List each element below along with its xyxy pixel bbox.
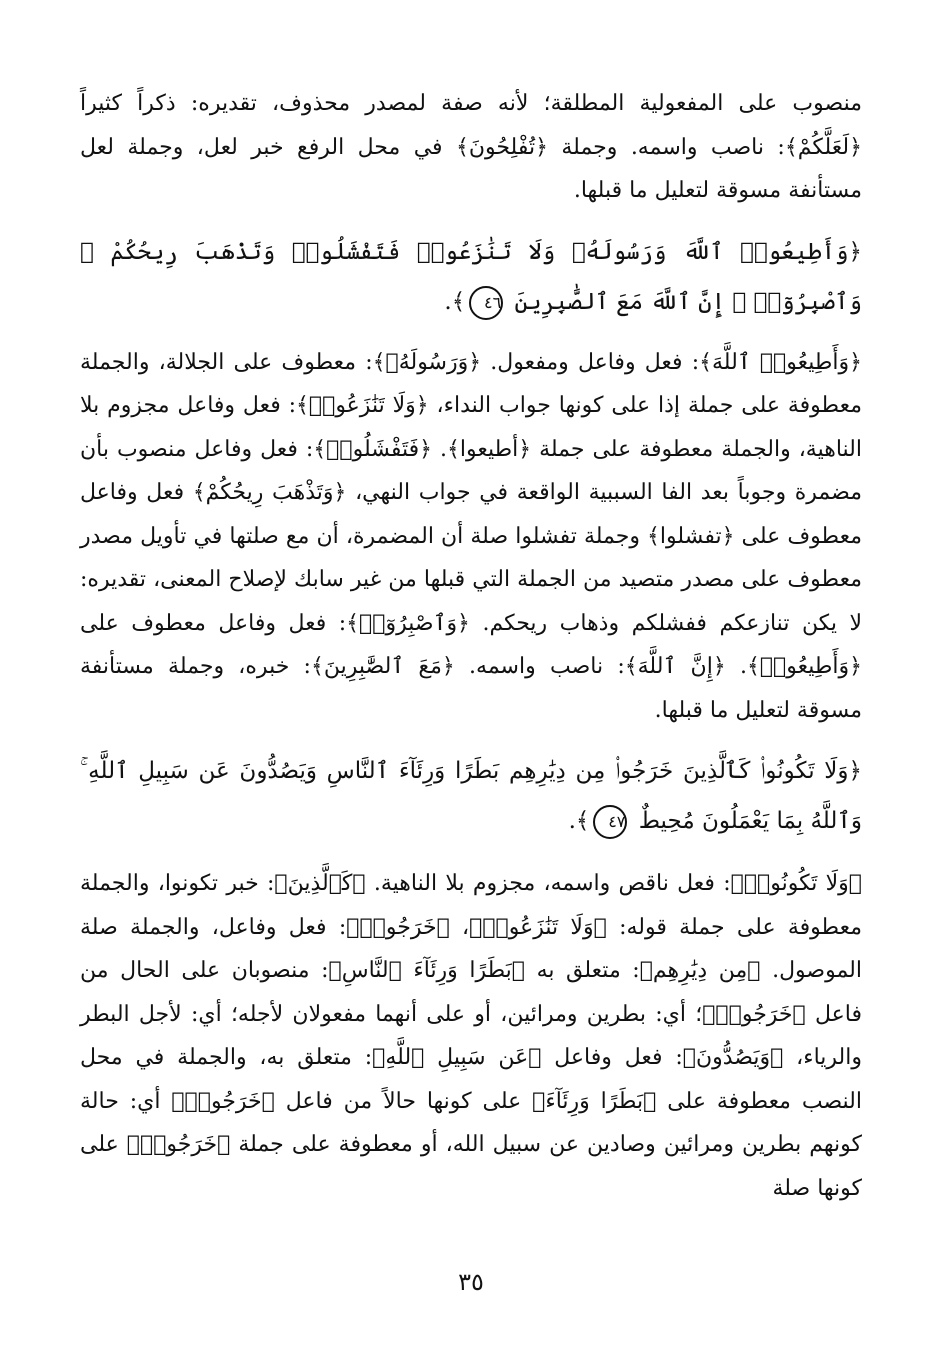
page-body	[80, 82, 862, 1210]
verse-text: ﴿وَأَطِيعُوا۟ ٱللَّهَ وَرَسُولَهُۥ وَلَا تَنَٰزَعُوا۟ فَتَفْشَلُوا۟ وَتَذْهَبَ رِيحُكُمْ ۖ وَٱصْبِرُوٓا۟ ۚ إِنَّ ٱللَّهَ مَعَ ٱلصَّٰبِرِينَ	[80, 238, 862, 315]
commentary-paragraph: ﴿وَأَطِيعُوا۟ ٱللَّهَ﴾: فعل وفاعل ومفعول. ﴿وَرَسُولَهُۥ﴾: معطوف على الجلالة، والجملة معطوفة على جملة إذا على كونها جواب النداء، ﴿وَلَا تَنَٰزَعُوا۟﴾: فعل وفاعل مجزوم بلا الناهية، والجملة معطوفة على جملة ﴿أطيعوا﴾. ﴿فَتَفْشَلُوا۟﴾: فعل وفاعل منصوب بأن مضمرة وجوباً بعد الفا السببية الواقعة في جواب النهي، ﴿وَتَذْهَبَ رِيحُكُمْ﴾ فعل وفاعل معطوف على ﴿تفشلوا﴾ وجملة تفشلوا صلة أن المضمرة، أن مع صلتها في تأويل مصدر معطوف على مصدر متصيد من الجملة التي قبلها من غير سابك لإصلاح المعنى، تقديره: لا يكن تنازعكم ففشلكم وذهاب ريحكم. ﴿وَٱصْبِرُوٓا۟﴾: فعل وفاعل معطوف على ﴿وَأَطِيعُوا۟﴾. ﴿إِنَّ ٱللَّهَ﴾: ناصب واسمه. ﴿مَعَ ٱلصَّٰبِرِينَ﴾: خبره، وجملة مستأنفة مسوقة لتعليل ما قبلها.	[80, 349, 862, 723]
quran-verse	[80, 227, 862, 327]
verse-closing: ﴾.	[444, 288, 466, 315]
ayah-number-mark: ٤٦	[469, 286, 503, 320]
commentary-paragraph: منصوب على المفعولية المطلقة؛ لأنه صفة لمصدر محذوف، تقديره: ذكراً كثيراً ﴿لَعَلَّكُمْ﴾: ناصب واسمه. وجملة ﴿تُفْلِحُونَ﴾ في محل الرفع خبر لعل، وجملة لعل مستأنفة مسوقة لتعليل ما قبلها.	[80, 91, 862, 203]
quran-verse	[80, 746, 862, 846]
verse-text: ﴿وَلَا تَكُونُوا۟ كَٱلَّذِينَ خَرَجُوا۟ مِن دِيَٰرِهِم بَطَرًا وَرِئَآءَ ٱلنَّاسِ وَيَصُدُّونَ عَن سَبِيلِ ٱللَّهِ ۚ وَٱللَّهُ بِمَا يَعْمَلُونَ مُحِيطٌ	[80, 758, 862, 834]
ayah-number-mark: ٤٧	[593, 805, 627, 839]
commentary-paragraph: ﴿وَلَا تَكُونُوا۟﴾: فعل ناقص واسمه، مجزوم بلا الناهية. ﴿كَٱلَّذِينَ﴾: خبر تكونوا، والجملة معطوفة على جملة قوله: ﴿وَلَا تَنَٰزَعُوا۟﴾، ﴿خَرَجُوا۟﴾: فعل وفاعل، والجملة صلة الموصول. ﴿مِن دِيَٰرِهِم﴾: متعلق به ﴿بَطَرًا وَرِئَآءَ ٱلنَّاسِ﴾: منصوبان على الحال من فاعل ﴿خَرَجُوا۟﴾؛ أي: بطرين ومرائين، أو على أنهما مفعولان لأجله؛ أي: لأجل البطر والرياء، ﴿وَيَصُدُّونَ﴾: فعل وفاعل ﴿عَن سَبِيلِ ٱللَّهِ﴾: متعلق به، والجملة في محل النصب معطوفة على ﴿بَطَرًا وَرِئَآءَ﴾ على كونها حالاً من فاعل ﴿خَرَجُوا۟﴾ أي: حالة كونهم بطرين ومرائين وصادين عن سبيل الله، أو معطوفة على جملة ﴿خَرَجُوا۟﴾ على كونها صلة	[80, 871, 862, 1201]
page-number: ٣٥	[458, 1268, 484, 1296]
verse-closing: ﴾.	[568, 808, 590, 834]
